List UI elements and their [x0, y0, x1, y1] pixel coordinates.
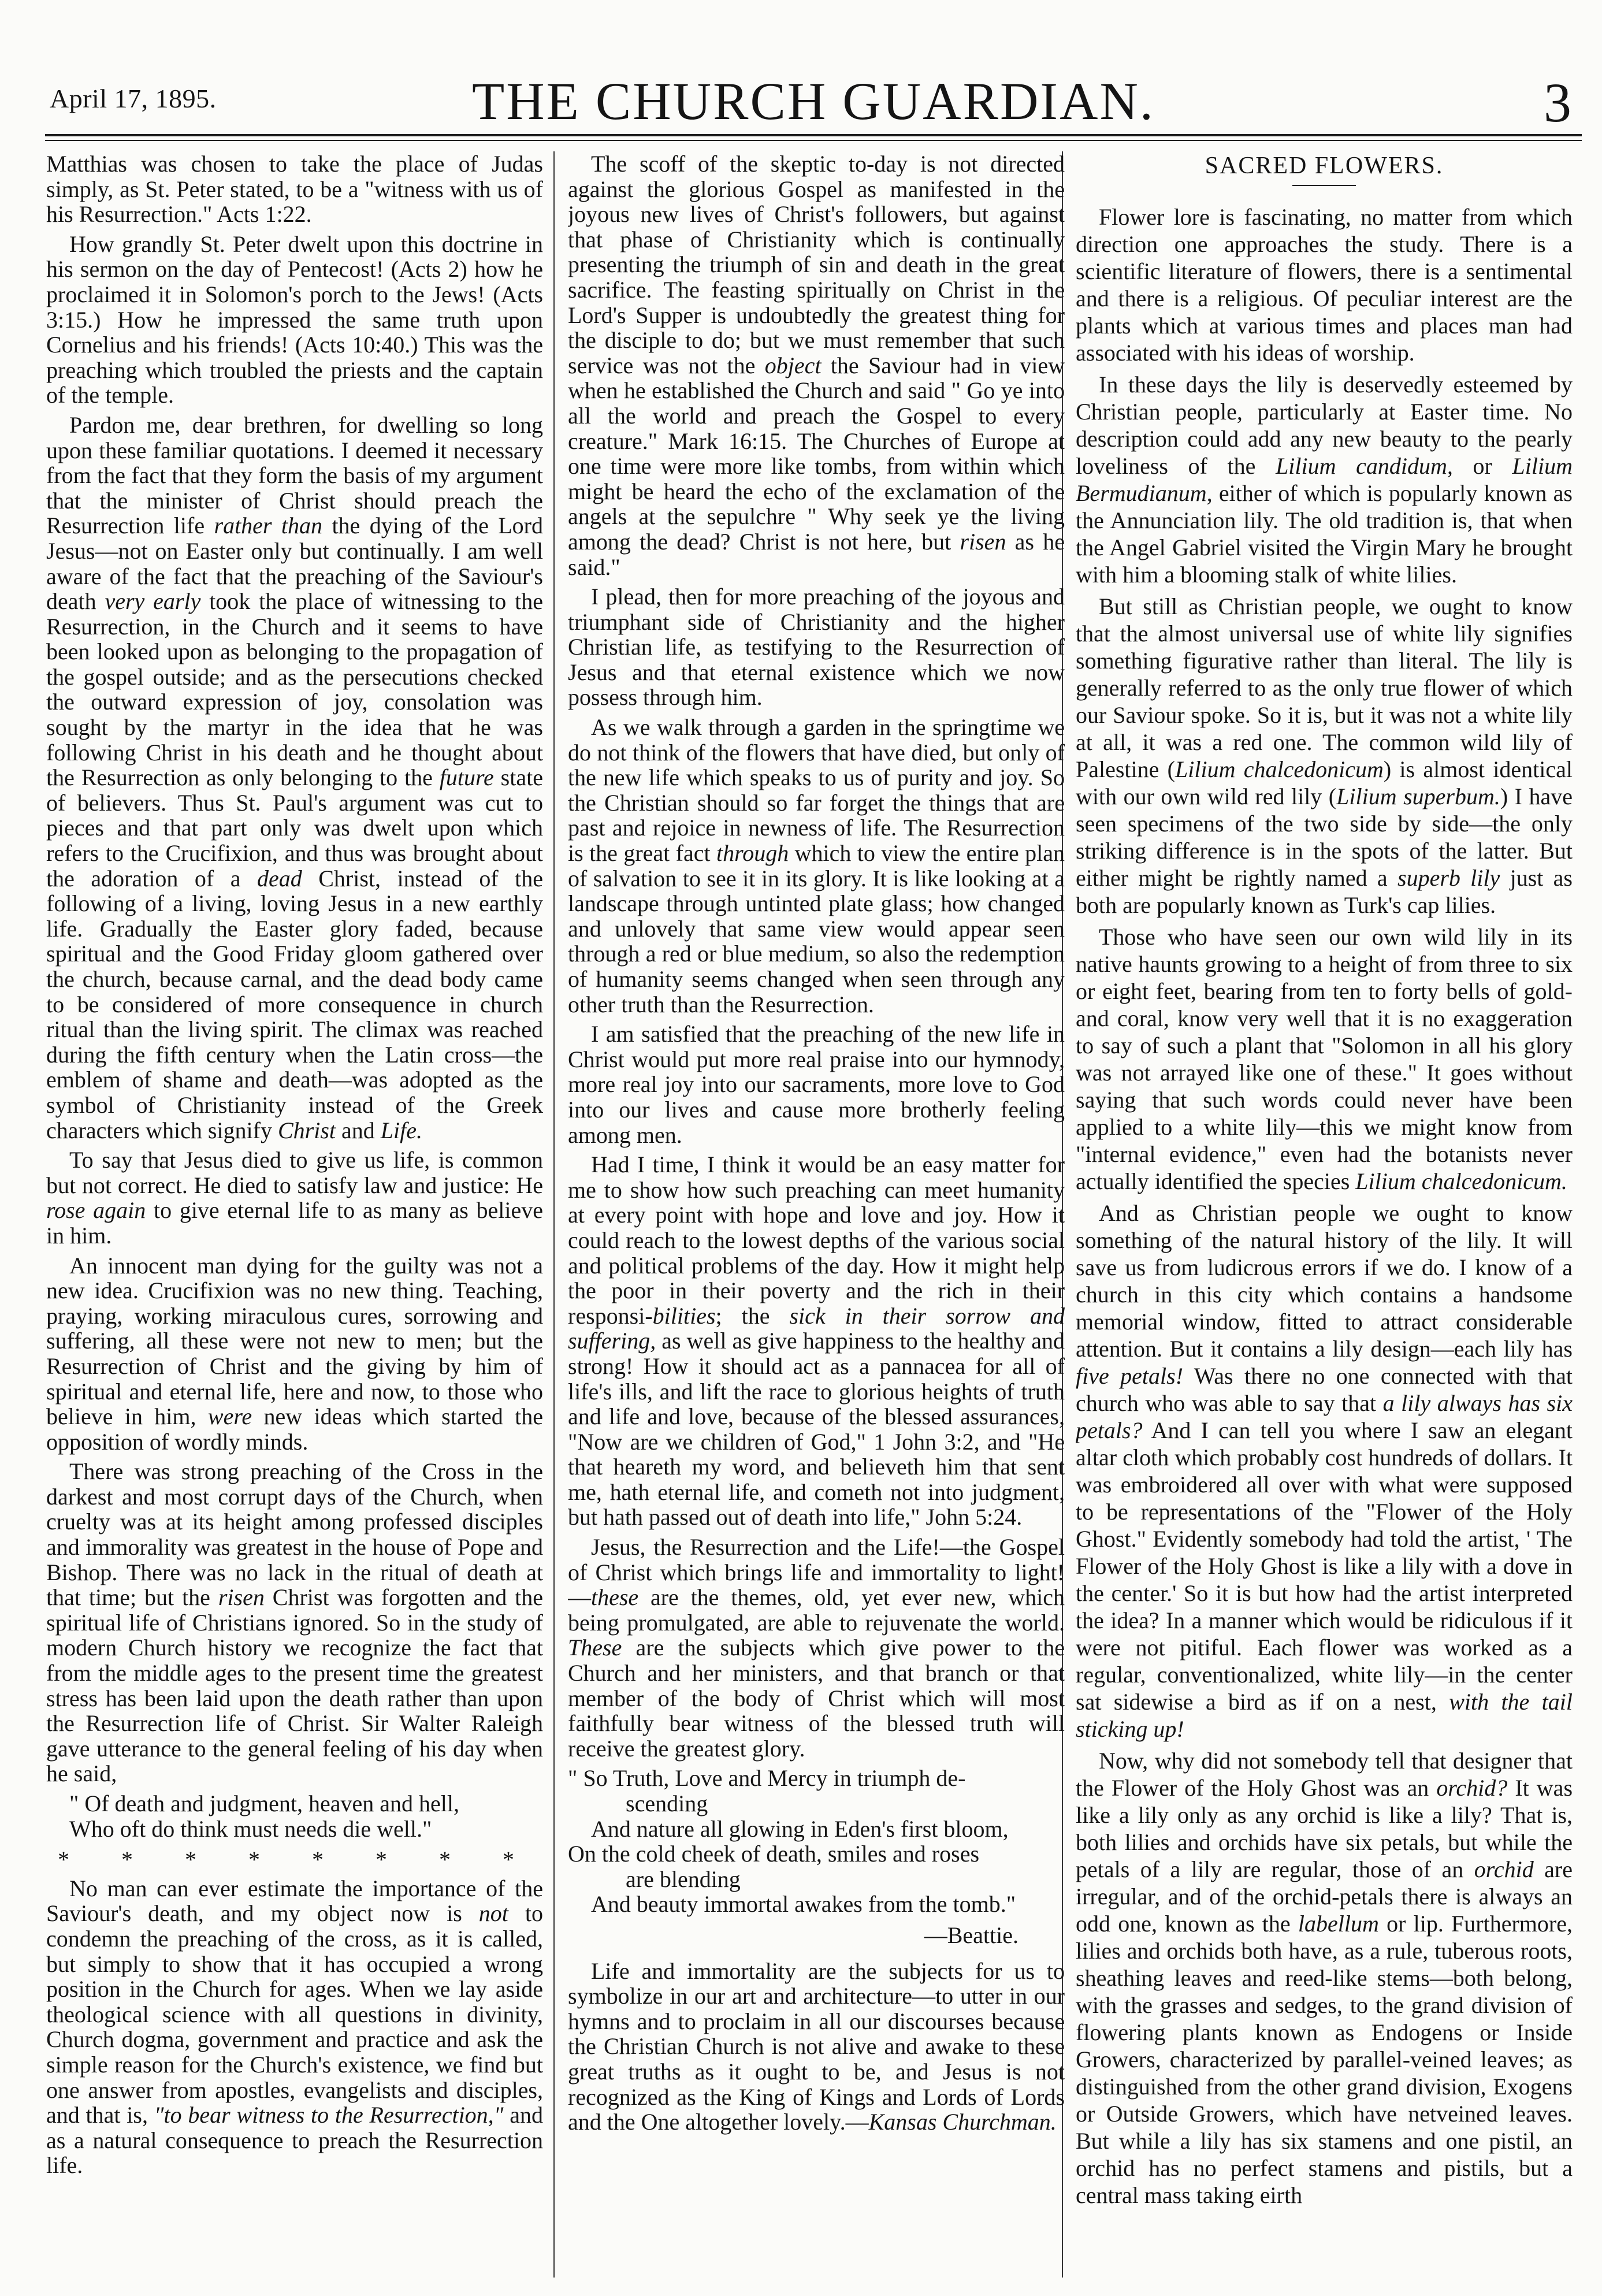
paragraph: Flower lore is fascinating, no matter from which direction one approaches the study. There is a scientific literature of flowers, there is a sentimental and there is a religious. Of peculiar interest are the plants which at various times and places man had associated with his ideas of worship. [1076, 203, 1573, 366]
verse-line: Who oft do think must needs die well." [69, 1815, 432, 1842]
column-divider [553, 151, 555, 2278]
paragraph: Had I time, I think it would be an easy matter for me to show how such preaching can meet humanity at every point with hope and love and joy. How it could reach to the lowest depths of the various social and political problems of the day. How it might help the poor in their poverty and the rich in their responsi-bilities; the sick in their sorrow and suffering, as well as give happiness to the healthy and strong! How it should act as a pannacea for all of life's ills, and lift the race to glorious heights of truth and life and love, because of the blessed assurances, "Now are we children of God," 1 John 3:2, and "He that heareth my word, and believeth him that sent me, hath eternal life, and cometh not into judgment, but hath passed out of death into life," John 5:24. [568, 1151, 1065, 1530]
paragraph: Jesus, the Resurrection and the Life!—the Gospel of Christ which brings life and immortality to light!—these are the themes, old, yet ever new, which being promulgated, are able to rejuvenate the world. These are the subjects which give power to the Church and her ministers, and that branch or that member of the body of Christ which will most faithfully bear witness of the blessed truth will receive the greatest glory. [568, 1534, 1065, 1762]
paragraph: As we walk through a garden in the springtime we do not think of the flowers that have died, but only of the new life which speaks to us of purity and joy. So the Christian should so far forget the things that are past and rejoice in newness of life. The Resurrection is the great fact through which to view the entire plan of salvation to see it in its glory. It is like looking at a landscape through untinted plate glass; how changed and unlovely that same view would appear seen through a red or blue medium, so also the redemption of humanity seems changed when seen through any other truth than the Resurrection. [568, 714, 1065, 1017]
verse-line: " So Truth, Love and Mercy in triumph de- [568, 1765, 966, 1792]
header-rule-thick [45, 134, 1582, 136]
page-header [45, 68, 1582, 133]
paragraph: I am satisfied that the preaching of the new life in Christ would put more real praise into our hymnody, more real joy into our sacraments, more love to God into our lives and cause more brotherly feeling among men. [568, 1021, 1065, 1148]
poem-attribution: —Beattie. [924, 1922, 1019, 1948]
issue-date: April 17, 1895. [50, 84, 217, 113]
heading-rule [1292, 185, 1356, 186]
verse-line: On the cold cheek of death, smiles and roses [568, 1841, 980, 1867]
header-rule-thin [45, 140, 1582, 141]
masthead-title: THE CHURCH GUARDIAN. [472, 72, 1155, 131]
paragraph: No man can ever estimate the importance of the Saviour's death, and my object now is not to condemn the preaching of the cross, as it is called, but simply to show that it has occupied a wrong position in the Church for ages. When we lay aside theological science with all questions in divinity, Church dogma, government and practice and ask the simple reason for the Church's existence, we find but one answer from apostles, evangelists and disciples, and that is, "to bear witness to the Resurrection," and as a natural consequence to preach the Resurrection life. [46, 1875, 543, 2179]
article-heading: SACRED FLOWERS. [1205, 153, 1444, 179]
paragraph: But still as Christian people, we ought to know that the almost universal use of white lily signifies something figurative rather than literal. The lily is generally referred to as the only true flower of which our Saviour spoke. So it is, but it was not a white lily at all, it was a red one. The common wild lily of Palestine (Lilium chalcedonicum) is almost identical with our own wild red lily (Lilium superbum.) I have seen specimens of the two side by side—the only striking difference is in the spots of the latter. But either might be rightly named a superb lily just as both are popularly known as Turk's cap lilies. [1076, 593, 1573, 918]
article-column-2 [568, 151, 1065, 2278]
article-column-1 [46, 151, 543, 2278]
paragraph: There was strong preaching of the Cross in the darkest and most corrupt days of the Church, when cruelty was at its height among professed disciples and immorality was greatest in the house of Pope and Bishop. There was no lack in the ritual of death at that time; but the risen Christ was forgotten and the spiritual life of Christians ignored. So in the study of modern Church history we recognize the fact that from the middle ages to the present time the greatest stress has been laid upon the death rather than upon the Resurrection life of Christ. Sir Walter Raleigh gave utterance to the general feeling of his day when he said, [46, 1458, 543, 1787]
verse-quotation [46, 1791, 543, 1841]
article-column-3 [1076, 151, 1573, 2278]
paragraph: Matthias was chosen to take the place of Judas simply, as St. Peter stated, to be a "witness with us of his Resurrection." Acts 1:22. [46, 151, 543, 228]
verse-line: are blending [626, 1866, 741, 1892]
verse-line: And beauty immortal awakes from the tomb." [591, 1891, 1016, 1918]
paragraph: The scoff of the skeptic to-day is not directed against the glorious Gospel as manifested in the joyous new lives of Christ's followers, but against that phase of Christianity which is continually presenting the triumph of sin and death in the great sacrifice. The feasting spiritually on Christ in the Lord's Supper is undoubtedly the greatest thing for the disciple to do; but we must remember that such service was not the object the Saviour had in view when he established the Church and said " Go ye into all the world and preach the Gospel to every creature." Mark 16:15. The Churches of Europe at one time were more like tombs, from within which might be heard the echo of the exclamation of the angels at the sepulchre " Why seek ye the living among the dead? Christ is not here, but risen as he said." [568, 151, 1065, 580]
verse-line: scending [626, 1790, 708, 1816]
paragraph: Life and immortality are the subjects for us to symbolize in our art and architecture—to utter in our hymns and to proclaim in all our discourses because the Christian Church is not alive and awake to these great truths as it ought to be, and Jesus is not recognized as the King of Kings and Lords of Lords and the One altogether lovely.—Kansas Churchman. [568, 1957, 1065, 2135]
paragraph: An innocent man dying for the guilty was not a new idea. Crucifixion was no new thing. Teaching, praying, working miraculous cures, sorrowing and suffering, all these were not new to men; but the Resurrection of Christ and the giving by him of spiritual and eternal life, here and now, to those who believe in him, were new ideas which started the opposition of wordly minds. [46, 1252, 543, 1455]
verse-line: And nature all glowing in Eden's first bloom, [591, 1815, 1009, 1842]
paragraph: How grandly St. Peter dwelt upon this doctrine in his sermon on the day of Pentecost! (Acts 2) how he proclaimed it in Solomon's porch to the Jews! (Acts 3:15.) How he impressed the same truth upon Cornelius and his friends! (Acts 10:40.) This was the preaching which troubled the priests and the captain of the temple. [46, 231, 543, 408]
paragraph: In these days the lily is deservedly esteemed by Christian people, particularly at Easter time. No description could add any new beauty to the pearly loveliness of the Lilium candidum, or Lilium Bermudianum, either of which is popularly known as the Annunciation lily. The old tradition is, that when the Angel Gabriel visited the Virgin Mary he brought with him a blooming stalk of white lilies. [1076, 371, 1573, 588]
verse-line: " Of death and judgment, heaven and hell, [69, 1790, 459, 1816]
page-number: 3 [1544, 72, 1571, 133]
verse-quotation [568, 1766, 1065, 1917]
paragraph: Now, why did not somebody tell that designer that the Flower of the Holy Ghost was an orchid? It was like a lily only as any orchid is like a lily? That is, both lilies and orchids have six petals, but while the petals of a lily are regular, those of an orchid are irregular, and of the orchid-petals there is always an odd one, known as the labellum or lip. Furthermore, lilies and orchids both have, as a rule, tuberous roots, sheathing leaves and reed-like stems—both belong, with the grasses and sedges, to the grand division of flowering plants known as Endogens or Inside Growers, characterized by parallel-veined leaves; as distinguished from the other grand division, Exogens or Outside Growers, which have netveined leaves. But while a lily has six stamens and one pistil, an orchid has no perfect stamens and pistils, but a central mass taking eirth [1076, 1747, 1573, 2208]
paragraph: To say that Jesus died to give us life, is common but not correct. He died to satisfy law and justice: He rose again to give eternal life to as many as believe in him. [46, 1147, 543, 1249]
paragraph: I plead, then for more preaching of the joyous and triumphant side of Christianity and the higher Christian life, as testifying to the Resurrection of Jesus and that eternal existence which we now possess through him. [568, 584, 1065, 711]
paragraph: Those who have seen our own wild lily in its native haunts growing to a height of from three to six or eight feet, bearing from ten to forty bells of gold-and coral, know very well that it is no exaggeration to say of such a plant that "Solomon in all his glory was not arrayed like one of these." It goes without saying that such words could never have been applied to a white lily—this we might know from "internal evidence," even had the botanists never actually identified the species Lilium chalcedonicum. [1076, 923, 1573, 1194]
paragraph: And as Christian people we ought to know something of the natural history of the lily. It will save us from ludicrous errors if we do. I know of a church in this city which contains a handsome memorial window, fitted to attract considerable attention. But it contains a lily design—each lily has five petals! Was there no one connected with that church who was able to say that a lily always has six petals? And I can tell you where I saw an elegant altar cloth which probably cost hundreds of dollars. It was embroidered all over with what were supposed to be representations of the "Flower of the Holy Ghost." Evidently somebody had told the artist, ' The Flower of the Holy Ghost is like a lily with a dove in the center.' So it is but how had the artist interpreted the idea? In a manner which would be ridiculous if it were not pitiful. Each flower was worked as a regular, conventionalized, white lily—in the center sat sidewise a bird as if on a nest, with the tail sticking up! [1076, 1199, 1573, 1742]
section-break-stars: * * * * * * * * [58, 1847, 537, 1873]
paragraph: Pardon me, dear brethren, for dwelling so long upon these familiar quotations. I deemed it necessary from the fact that they form the basis of my argument that the minister of Christ should preach the Resurrection life rather than the dying of the Lord Jesus—not on Easter only but continually. I am well aware of the fact that the preaching of the Saviour's death very early took the place of witnessing to the Resurrection, in the Church and it seems to have been looked upon as belonging to the propagation of the gospel outside; and as the persecutions checked the outward expression of joy, consolation was sought by the martyr in the idea that he was following Christ in his death and he thought about the Resurrection as only belonging to the future state of believers. Thus St. Paul's argument was cut to pieces and that part only was dwelt upon which refers to the Crucifixion, and thus was brought about the adoration of a dead Christ, instead of the following of a living, loving Jesus in a new earthly life. Gradually the Easter glory faded, because spiritual and the Good Friday gloom gathered over the church, because carnal, and the dead body came to be considered of more consequence in church ritual than the living spirit. The climax was reached during the fifth century when the Latin cross—the emblem of shame and death—was adopted as the symbol of Christianity instead of the Greek characters which signify Christ and Life. [46, 411, 543, 1143]
